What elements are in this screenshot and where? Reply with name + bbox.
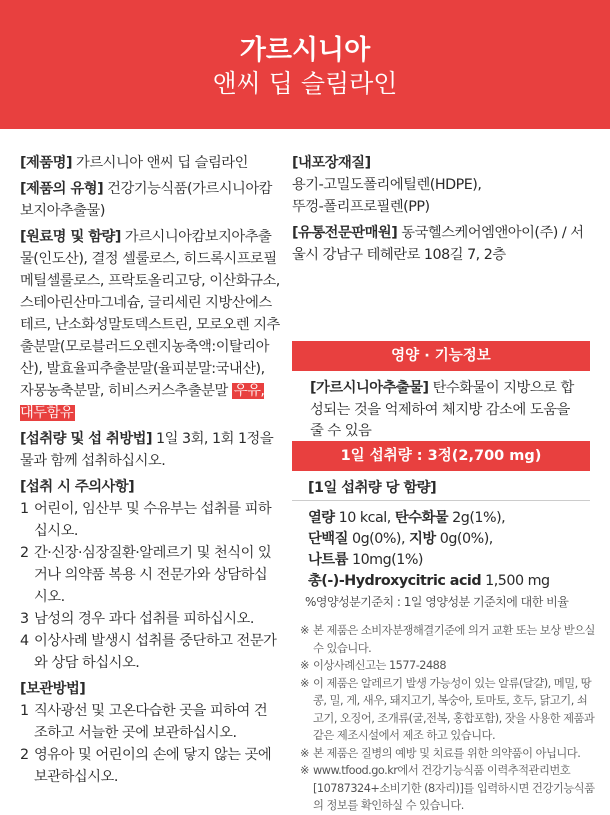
packaging-line: 뚜껑-폴리프로필렌(PP) bbox=[292, 199, 430, 215]
fat-value: 0g(0%), bbox=[435, 531, 493, 547]
page-subtitle: 앤씨 딥 슬림라인 bbox=[212, 69, 398, 98]
notice-mark-icon: ※ bbox=[300, 659, 309, 672]
notice-mark-icon: ※ bbox=[300, 764, 309, 777]
list-item bbox=[20, 630, 280, 674]
list-number: 4 bbox=[20, 633, 29, 649]
packaging-line: 용기-고밀도폴리에틸렌(HDPE), bbox=[292, 177, 482, 193]
function-info bbox=[310, 378, 582, 443]
nutrition-row bbox=[308, 550, 590, 571]
notice-text: 이상사례신고는 1577-2488 bbox=[313, 659, 447, 672]
carb-label: 탄수화물 bbox=[394, 510, 449, 526]
notice-mark-icon: ※ bbox=[300, 746, 309, 760]
list-number: 2 bbox=[20, 747, 29, 763]
caution-section bbox=[20, 476, 280, 674]
list-item bbox=[20, 608, 280, 630]
notice-item bbox=[300, 762, 596, 815]
hca-label: 총(-)-Hydroxycitric acid bbox=[308, 573, 482, 589]
storage-label: [보관방법] bbox=[20, 681, 86, 697]
notice-text: 본 제품은 질병의 예방 및 치료를 위한 의약품이 아닙니다. bbox=[313, 746, 581, 760]
list-text: 어린이, 임산부 및 수유부는 섭취를 피하십시오. bbox=[34, 501, 272, 539]
notice-text: 이 제품은 알레르기 발생 가능성이 있는 알류(달걀), 메밀, 땅 콩, 밀, 게, 새우, 돼지고기, 복숭아, 토마토, 호두, 닭고기, 쇠고기, 오징어, 조개류(굴,전복, 홍합포함), 잣을 사용한 제품과 같은 제조시설에서 제조 하고 있습니다. bbox=[313, 676, 595, 742]
carb-value: 2g(1%), bbox=[448, 510, 506, 526]
page-title: 가르시니아 bbox=[239, 35, 371, 66]
list-number: 3 bbox=[20, 611, 29, 627]
storage-section bbox=[20, 678, 280, 788]
packaging-section bbox=[292, 152, 592, 218]
notices bbox=[300, 622, 596, 815]
dosage-value: 1일 3회, 1회 1정을 물과 함께 섭취하십시오. bbox=[20, 431, 274, 469]
allergen-highlight: 우유, 대두함유 bbox=[20, 383, 265, 421]
notice-item bbox=[300, 745, 596, 763]
seller-section bbox=[292, 222, 592, 266]
kcal-value: 10 kcal, bbox=[334, 510, 395, 526]
caution-label: [섭취 시 주의사항] bbox=[20, 479, 135, 495]
notice-text: 본 제품은 소비자분쟁해결기준에 의거 교환 또는 보상 받으실 수 있습니다. bbox=[313, 624, 595, 655]
kcal-label: 열량 bbox=[308, 510, 335, 526]
packaging-label: [내포장재질] bbox=[292, 155, 371, 171]
hca-value: 1,500 mg bbox=[481, 573, 550, 589]
notice-mark-icon: ※ bbox=[300, 624, 309, 637]
nutrition-row bbox=[308, 529, 590, 550]
header-banner bbox=[0, 0, 610, 129]
list-item bbox=[20, 744, 280, 788]
notice-text: www.tfood.go.kr에서 건강기능식품 이력추적관리번호 [10787324+소비기한 (8자리)]를 입력하시면 건강기능식품의 정보를 확인하실 수 있습니다. bbox=[313, 764, 595, 812]
list-item bbox=[20, 542, 280, 608]
nutrition-row bbox=[308, 508, 590, 529]
list-number: 1 bbox=[20, 703, 29, 719]
right-column bbox=[292, 152, 592, 270]
list-text: 직사광선 및 고온다습한 곳을 피하여 건조하고 서늘한 곳에 보관하십시오. bbox=[34, 703, 268, 741]
product-type-label: [제품의 유형] bbox=[20, 181, 104, 197]
divider bbox=[292, 500, 590, 501]
sodium-value: 10mg(1%) bbox=[347, 552, 424, 568]
sodium-label: 나트륨 bbox=[308, 552, 348, 568]
nutrition-header: 영양 · 기능정보 bbox=[292, 341, 590, 371]
function-label: [가르시니아추출물] bbox=[310, 380, 429, 396]
notice-item bbox=[300, 675, 596, 745]
product-name-section bbox=[20, 152, 280, 174]
notice-item bbox=[300, 657, 596, 675]
product-type-section bbox=[20, 178, 280, 222]
product-type-value: 건강기능식품(가르시니아캄보지아추출물) bbox=[20, 181, 272, 219]
list-text: 간·신장·심장질환·알레르기 및 천식이 있거나 의약품 복용 시 전문가와 상담하십시오. bbox=[34, 545, 272, 605]
dosage-section bbox=[20, 428, 280, 472]
list-number: 1 bbox=[20, 501, 29, 517]
left-column bbox=[20, 152, 280, 792]
notice-item bbox=[300, 622, 596, 657]
protein-value: 0g(0%), bbox=[347, 531, 410, 547]
nutrition-basis: [1일 섭취량 당 함량] bbox=[308, 480, 437, 496]
protein-label: 단백질 bbox=[308, 531, 348, 547]
list-text: 영유아 및 어린이의 손에 닿지 않는 곳에 보관하십시오. bbox=[34, 747, 272, 785]
daily-dose-header: 1일 섭취량 : 3정(2,700 mg) bbox=[292, 441, 590, 471]
list-item bbox=[20, 700, 280, 744]
list-number: 2 bbox=[20, 545, 29, 561]
ingredients-value: 가르시니아캄보지아추출물(인도산), 결정 셀룰로스, 히드록시프로필메틸셀룰로스, 프락토올리고당, 이산화규소, 스테아린산마그네슘, 글리세린 지방산에스테르, 난소화성말토덱스트린, 모로오렌 지추출분말(모로블러드오렌지농축액:이탈리아산), 발효율피추출분말(율피분말:국내산), 자몽농축분말, 히비스커스추출분말 bbox=[20, 229, 280, 399]
notice-mark-icon: ※ bbox=[300, 676, 309, 690]
product-name-value: 가르시니아 앤씨 딥 슬림라인 bbox=[72, 155, 248, 171]
seller-label: [유통전문판매원] bbox=[292, 225, 398, 241]
nutrition-row bbox=[308, 571, 590, 592]
nutrition-facts bbox=[308, 478, 590, 592]
list-text: 이상사례 발생시 섭취를 중단하고 전문가와 상담 하십시오. bbox=[34, 633, 277, 671]
percent-note: %영양성분기준치 : 1일 영양성분 기준치에 대한 비율 bbox=[305, 595, 569, 609]
product-name-label: [제품명] bbox=[20, 155, 73, 171]
ingredients-section bbox=[20, 226, 280, 424]
fat-label: 지방 bbox=[409, 531, 436, 547]
list-text: 남성의 경우 과다 섭취를 피하십시오. bbox=[34, 611, 254, 627]
list-item bbox=[20, 498, 280, 542]
ingredients-label: [원료명 및 함량] bbox=[20, 229, 121, 245]
dosage-label: [섭취량 및 섭 취방법] bbox=[20, 431, 152, 447]
seller-value: 동국헬스케어엠앤아이(주) / 서울시 강남구 테헤란로 108길 7, 2층 bbox=[292, 225, 584, 263]
function-text: 탄수화물이 지방으로 합성되는 것을 억제하여 체지방 감소에 도움을 줄 수 있음 bbox=[310, 380, 574, 439]
